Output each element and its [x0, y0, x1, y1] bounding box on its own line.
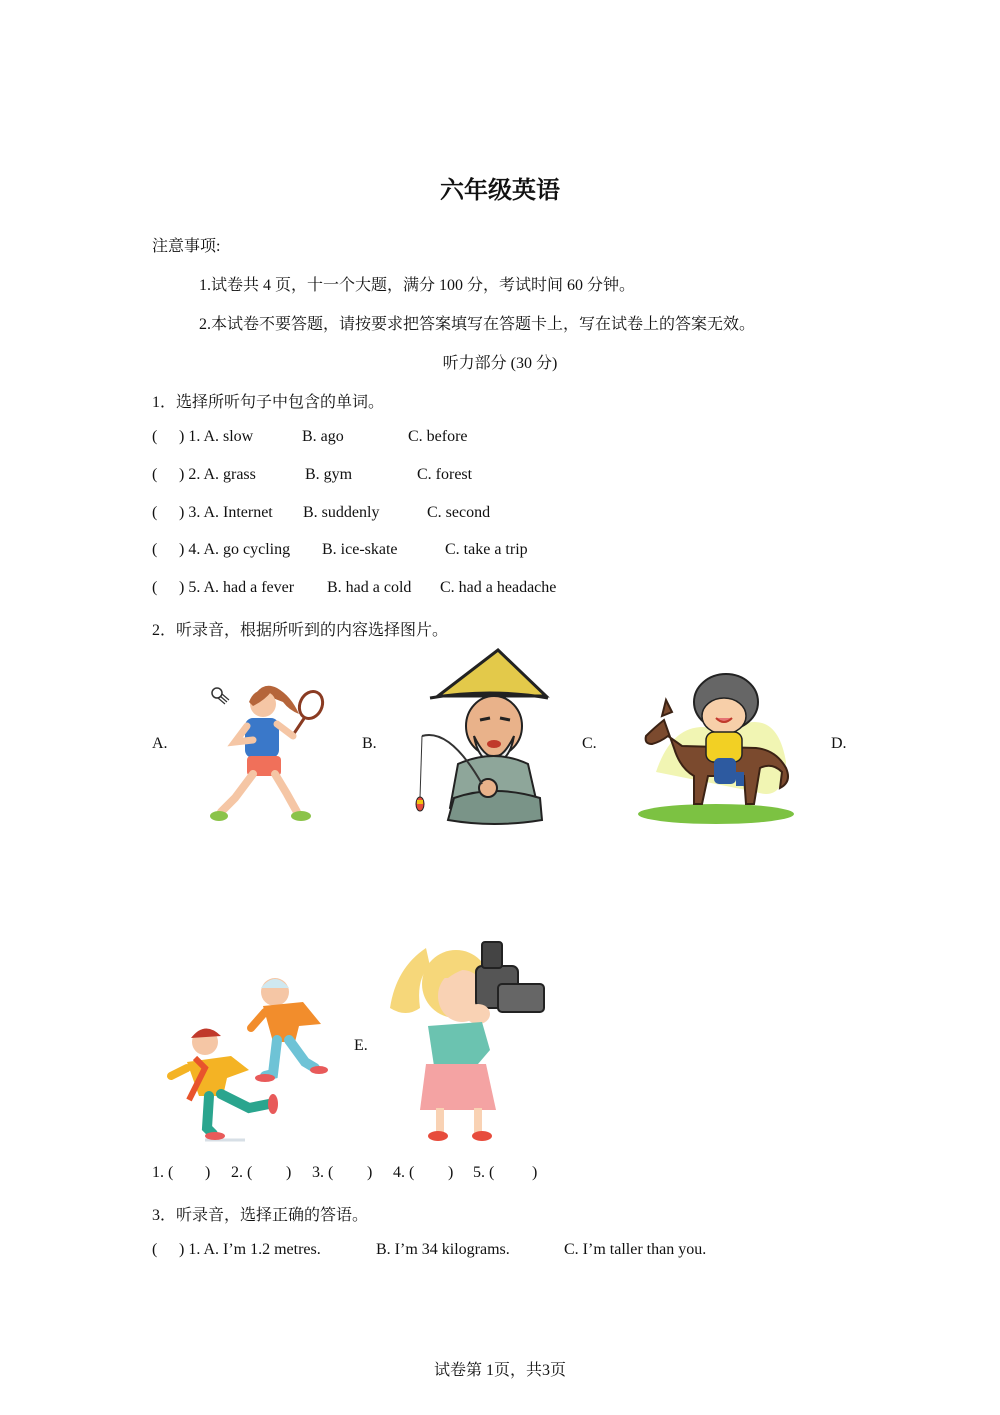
q1-item-4-a: ) 4. A. go cycling — [179, 541, 291, 558]
answer-1-open: 1. ( — [152, 1164, 174, 1181]
q1-item-4-b: B. ice-skate — [322, 541, 398, 558]
label-e: E. — [354, 1037, 368, 1054]
q1-item-5-c: C. had a headache — [440, 579, 557, 596]
label-c: C. — [582, 735, 597, 752]
answer-paren-open: ( — [152, 1241, 158, 1258]
answer-3-open: 3. ( — [312, 1164, 334, 1181]
q3-heading: 3．听录音，选择正确的答语。 — [152, 1207, 369, 1224]
notice-item-2: 2.本试卷不要答题，请按要求把答案填写在答题卡上，写在试卷上的答案无效。 — [199, 316, 756, 333]
q1-item-3-a: ) 3. A. Internet — [179, 504, 273, 521]
q1-item-1-a: ) 1. A. slow — [179, 428, 254, 445]
q1-item-2-b: B. gym — [305, 466, 353, 483]
label-d: D. — [831, 735, 847, 752]
q1-item-5-b: B. had a cold — [327, 579, 412, 596]
notice-item-1: 1.试卷共 4 页，十一个大题，满分 100 分，考试时间 60 分钟。 — [199, 277, 636, 294]
answer-paren-open: ( — [152, 579, 158, 596]
answer-3-close: ) — [367, 1164, 373, 1181]
q1-item-3-c: C. second — [427, 504, 491, 521]
q3-item-1-b: B. I’m 34 kilograms. — [376, 1241, 510, 1258]
answer-paren-open: ( — [152, 466, 158, 483]
answer-paren-open: ( — [152, 504, 158, 521]
section-title: 听力部分 (30 分) — [442, 355, 558, 372]
label-b: B. — [362, 735, 377, 752]
boy-riding-horse-icon — [636, 672, 798, 824]
q3-item-1-a: ) 1. A. I’m 1.2 metres. — [179, 1241, 321, 1258]
answer-paren-open: ( — [152, 541, 158, 558]
girl-badminton-icon — [205, 680, 330, 825]
old-man-fishing-icon — [410, 648, 550, 828]
q1-item-2-a: ) 2. A. grass — [179, 466, 256, 483]
answer-5-close: ) — [532, 1164, 538, 1181]
answer-4-close: ) — [448, 1164, 454, 1181]
answer-5-open: 5. ( — [473, 1164, 495, 1181]
answer-2-close: ) — [286, 1164, 292, 1181]
q2-heading: 2．听录音，根据所听到的内容选择图片。 — [152, 622, 449, 639]
notice-heading: 注意事项: — [152, 238, 221, 255]
page-footer: 试卷第 1页，共3页 — [433, 1362, 566, 1379]
q1-item-4-c: C. take a trip — [445, 541, 528, 558]
q3-item-1-c: C. I’m taller than you. — [564, 1241, 707, 1258]
girl-camera-icon — [386, 938, 548, 1143]
q1-item-2-c: C. forest — [417, 466, 473, 483]
q1-item-1-c: C. before — [408, 428, 468, 445]
answer-paren-open: ( — [152, 428, 158, 445]
label-a: A. — [152, 735, 168, 752]
kids-ice-skating-icon — [165, 972, 335, 1142]
answer-1-close: ) — [205, 1164, 211, 1181]
page-title: 六年级英语 — [440, 176, 560, 204]
q1-item-1-b: B. ago — [302, 428, 344, 445]
q1-heading: 1．选择所听句子中包含的单词。 — [152, 394, 385, 411]
answer-2-open: 2. ( — [231, 1164, 253, 1181]
q1-item-3-b: B. suddenly — [303, 504, 380, 521]
answer-4-open: 4. ( — [393, 1164, 415, 1181]
q1-item-5-a: ) 5. A. had a fever — [179, 579, 295, 596]
